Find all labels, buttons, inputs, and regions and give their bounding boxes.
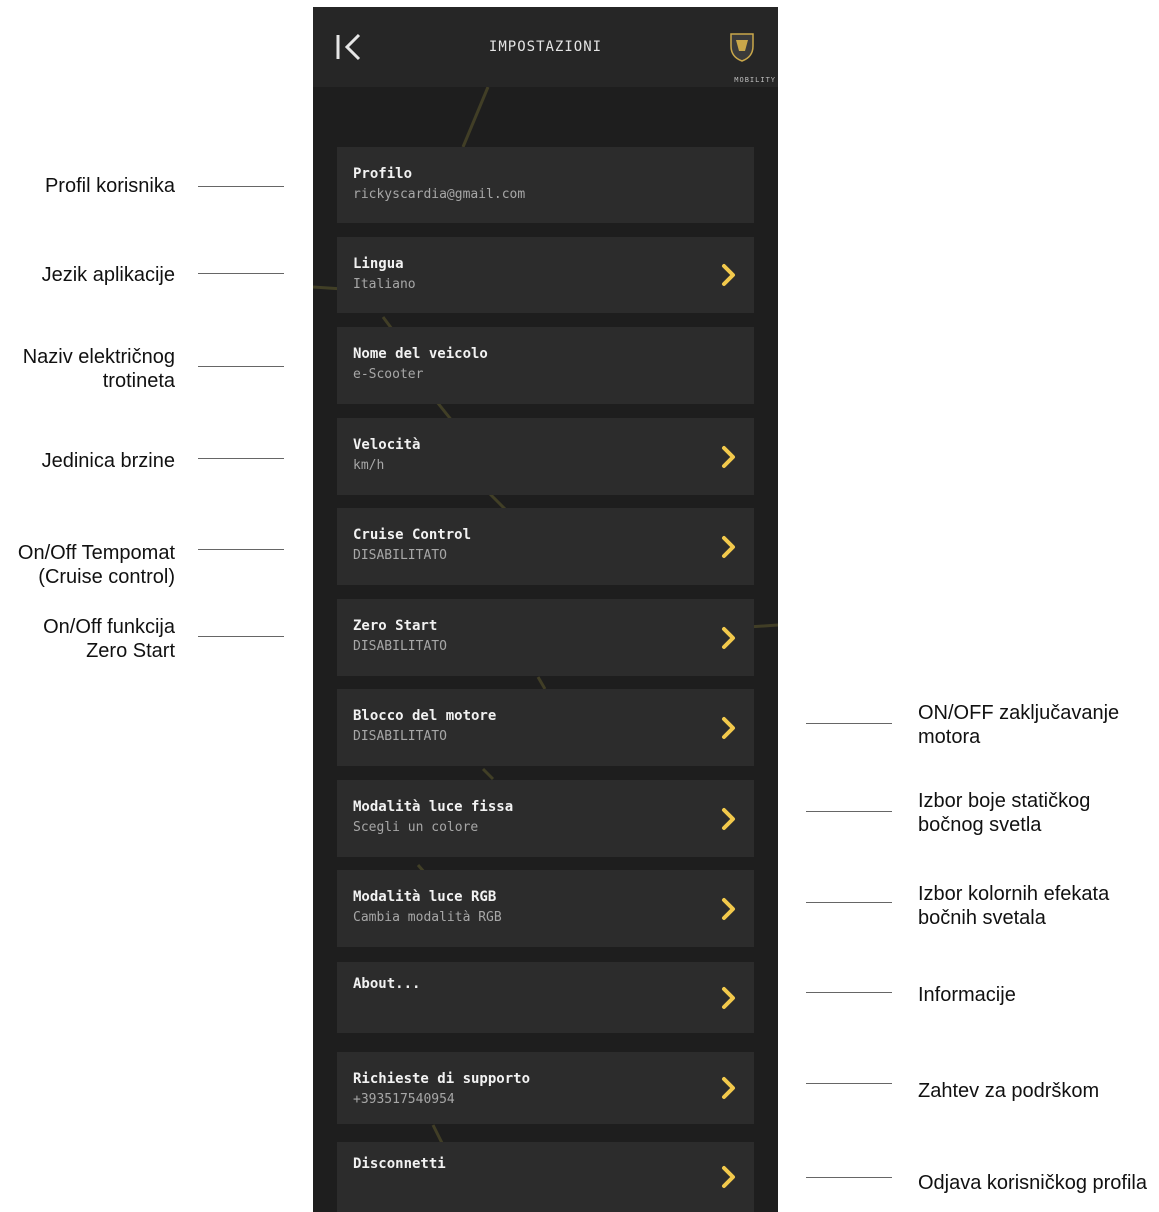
settings-row-nome-del-veicolo[interactable] (337, 327, 754, 404)
settings-row-value: DISABILITATO (353, 548, 447, 563)
app-header (313, 7, 778, 87)
annotation-right-2: Izbor boje statičkog bočnog svetla (918, 790, 1091, 836)
settings-row-about[interactable] (337, 962, 754, 1033)
settings-row-value: DISABILITATO (353, 729, 447, 744)
settings-row-value: e-Scooter (353, 367, 424, 382)
brand-subtitle: MOBILITY (734, 76, 776, 84)
chevron-right-icon (720, 445, 738, 469)
settings-row-title: About... (353, 976, 421, 992)
settings-row-title: Modalità luce RGB (353, 889, 497, 905)
settings-row-title: Modalità luce fissa (353, 799, 514, 815)
settings-row-profilo[interactable] (337, 147, 754, 223)
annotation-left-2: Jezik aplikacije (41, 264, 175, 286)
phone-screen (313, 7, 778, 1212)
settings-row-blocco-del-motore[interactable] (337, 689, 754, 766)
settings-row-value: Scegli un colore (353, 820, 479, 835)
settings-row-title: Cruise Control (353, 527, 472, 543)
brand-logo (698, 29, 778, 89)
settings-row-value: Cambia modalità RGB (353, 910, 502, 925)
chevron-right-icon (720, 716, 738, 740)
annotation-right-5: Zahtev za podrškom (918, 1080, 1100, 1102)
annotation-leader-line (198, 186, 284, 187)
settings-row-richieste-di-supporto[interactable] (337, 1052, 754, 1124)
annotation-right-6: Odjava korisničkog profila (918, 1172, 1147, 1194)
annotation-leader-line (806, 723, 892, 724)
settings-row-modalita-luce-fissa[interactable] (337, 780, 754, 857)
settings-row-title: Velocità (353, 437, 421, 453)
annotation-leader-line (198, 636, 284, 637)
annotation-left-5: On/Off Tempomat (Cruise control) (17, 542, 175, 588)
settings-row-disconnetti[interactable] (337, 1142, 754, 1212)
annotation-left-1: Profil korisnika (44, 175, 175, 197)
settings-row-cruise-control[interactable] (337, 508, 754, 585)
chevron-right-icon (720, 897, 738, 921)
annotation-leader-line (806, 902, 892, 903)
annotation-left-4: Jedinica brzine (41, 450, 175, 472)
settings-row-title: Profilo (353, 166, 413, 182)
annotation-leader-line (806, 811, 892, 812)
settings-row-lingua[interactable] (337, 237, 754, 313)
settings-row-title: Lingua (353, 256, 404, 272)
settings-row-value: km/h (353, 458, 385, 473)
annotation-leader-line (198, 458, 284, 459)
settings-row-title: Richieste di supporto (353, 1071, 531, 1087)
annotation-leader-line (198, 549, 284, 550)
shield-logo-icon (729, 31, 755, 63)
settings-row-value: rickyscardia@gmail.com (353, 187, 526, 202)
page-title: IMPOSTAZIONI (488, 39, 603, 55)
settings-row-value: +393517540954 (353, 1092, 455, 1107)
settings-row-value: Italiano (353, 277, 416, 292)
annotation-leader-line (806, 992, 892, 993)
settings-row-title: Blocco del motore (353, 708, 497, 724)
annotation-left-3: Naziv električnog trotineta (22, 346, 175, 392)
chevron-right-icon (720, 986, 738, 1010)
annotation-leader-line (198, 366, 284, 367)
settings-row-modalita-luce-rgb[interactable] (337, 870, 754, 947)
annotation-right-3: Izbor kolornih efekata bočnih svetala (918, 883, 1110, 929)
annotation-leader-line (198, 273, 284, 274)
annotation-leader-line (806, 1083, 892, 1084)
chevron-right-icon (720, 535, 738, 559)
annotation-right-4: Informacije (918, 984, 1016, 1006)
chevron-right-icon (720, 807, 738, 831)
annotation-leader-line (806, 1177, 892, 1178)
settings-row-title: Nome del veicolo (353, 346, 488, 362)
chevron-right-icon (720, 1165, 738, 1189)
settings-row-zero-start[interactable] (337, 599, 754, 676)
chevron-right-icon (720, 626, 738, 650)
chevron-right-icon (720, 263, 738, 287)
settings-row-title: Disconnetti (353, 1156, 446, 1172)
settings-row-title: Zero Start (353, 618, 438, 634)
settings-row-value: DISABILITATO (353, 639, 447, 654)
annotation-right-1: ON/OFF zaključavanje motora (918, 702, 1120, 748)
settings-row-velocita[interactable] (337, 418, 754, 495)
annotation-left-6: On/Off funkcija Zero Start (43, 616, 175, 662)
chevron-right-icon (720, 1076, 738, 1100)
